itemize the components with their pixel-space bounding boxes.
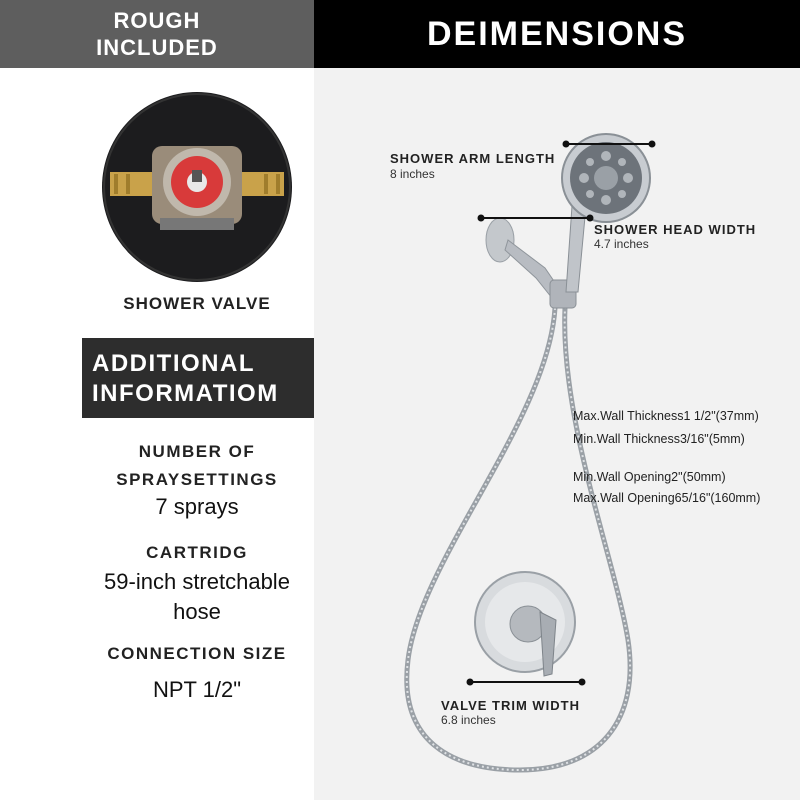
- cartridge-value-2: hose: [173, 599, 221, 624]
- shower-valve-caption: SHOWER VALVE: [123, 294, 271, 313]
- dimensions-header: DEIMENSIONS: [314, 0, 800, 68]
- rough-included-line1: ROUGH: [113, 8, 201, 33]
- additional-line2: INFORMATIOM: [92, 380, 279, 407]
- shower-arm-length-label: SHOWER ARM LENGTH: [390, 151, 556, 166]
- spray-heading-2: SPRAYSETTINGS: [116, 470, 278, 489]
- max-wall-thickness: Max.Wall Thickness1 1/2"(37mm): [573, 409, 759, 423]
- rough-included-line2: INCLUDED: [96, 35, 218, 60]
- shower-arm-length-value: 8 inches: [390, 167, 435, 181]
- valve-trim-width-label: VALVE TRIM WIDTH: [441, 698, 581, 713]
- min-wall-thickness: Min.Wall Thickness3/16"(5mm): [573, 432, 745, 446]
- max-wall-opening: Max.Wall Opening65/16"(160mm): [573, 491, 761, 505]
- cartridge-heading: CARTRIDG: [146, 543, 248, 562]
- spray-value: 7 sprays: [155, 494, 239, 519]
- additional-line1: ADDITIONAL: [92, 350, 255, 377]
- valve-trim-width-value: 6.8 inches: [441, 713, 496, 727]
- connection-value: NPT 1/2": [152, 677, 242, 702]
- shower-head-width-label: SHOWER HEAD WIDTH: [594, 222, 757, 237]
- min-wall-opening: Min.Wall Opening2"(50mm): [573, 470, 726, 484]
- shower-head-width-value: 4.7 inches: [594, 237, 649, 251]
- connection-heading: CONNECTION SIZE: [107, 644, 287, 663]
- spray-heading-1: NUMBER OF: [138, 442, 256, 461]
- cartridge-value-1: 59-inch stretchable: [104, 569, 290, 594]
